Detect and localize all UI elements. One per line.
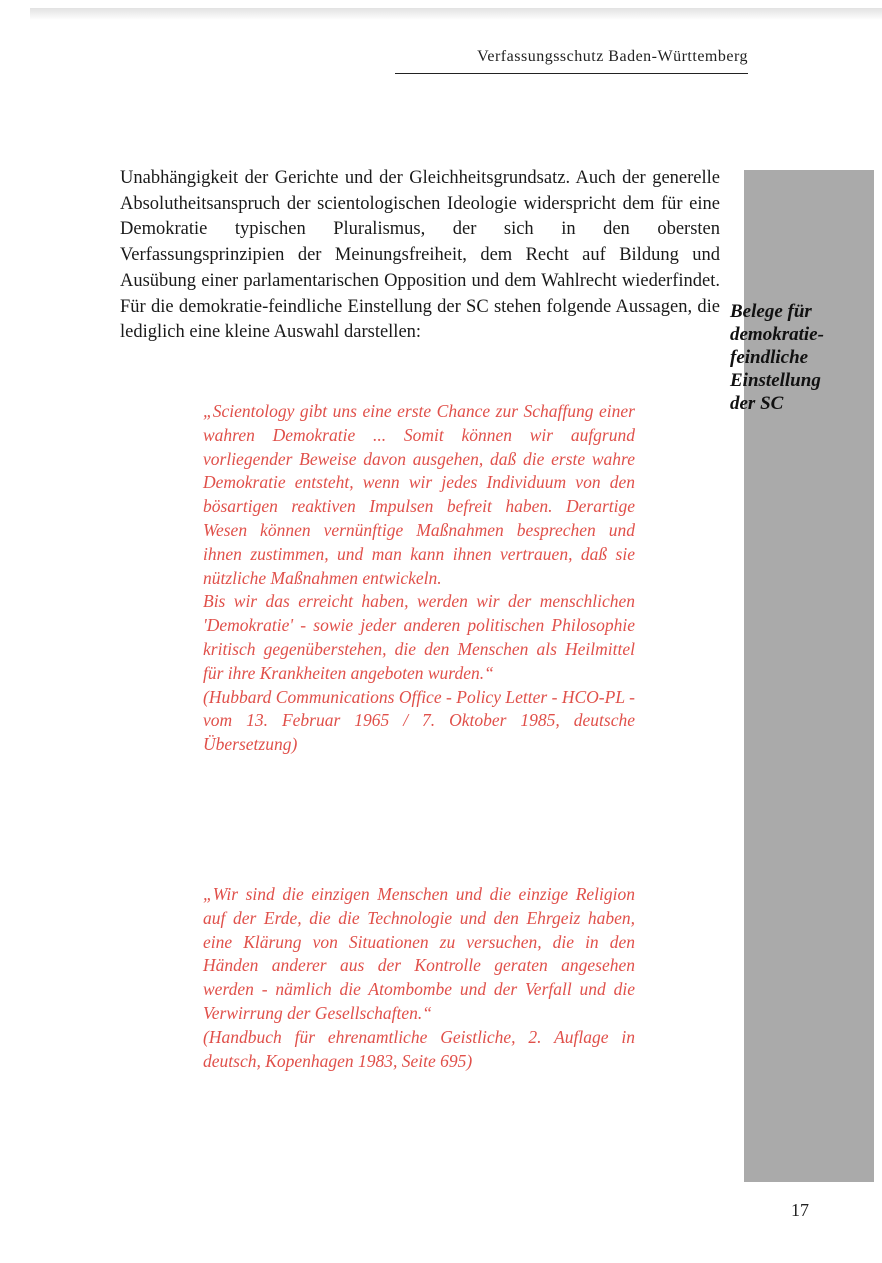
running-header: Verfassungsschutz Baden-Württemberg: [477, 48, 748, 65]
header-rule: [395, 73, 748, 74]
margin-note-line: feindliche: [730, 347, 809, 368]
margin-note-line: demokratie-: [730, 324, 824, 345]
margin-note-line: Einstellung: [730, 370, 821, 391]
margin-note-line: Belege für: [730, 301, 812, 322]
quote-paragraph: Bis wir das erreicht haben, werden wir der menschlichen 'Demokratie' - sowie jeder anderen politischen Philosophie kritisch gegenüberstehen, die den Menschen als Heilmittel für ihre Krankheiten angeboten wurden.“: [203, 591, 635, 683]
body-paragraph: Unabhängigkeit der Gerichte und der Gleichheitsgrundsatz. Auch der generelle Absolutheitsanspruch der scientologischen Ideologie widerspricht dem für eine Demokratie typischen Pluralismus, der sich in den obersten Verfassungsprinzipien der Meinungsfreiheit, dem Recht auf Bildung und Ausübung einer parlamentarischen Opposition und dem Wahlrecht wiederfindet. Für die demokratie-feindliche Einstellung der SC stehen folgende Aussagen, die lediglich eine kleine Auswahl darstellen:: [120, 168, 720, 343]
margin-note-line: der SC: [730, 393, 784, 414]
quote-source: (Hubbard Communications Office - Policy Letter - HCO-PL - vom 13. Februar 1965 / 7. Oktober 1985, deutsche Übersetzung): [203, 686, 635, 755]
quote-block-2: [203, 883, 635, 1073]
margin-note: [730, 300, 880, 415]
quote-block-1: [203, 400, 635, 757]
quote-paragraph: „Scientology gibt uns eine erste Chance zur Schaffung einer wahren Demokratie ... Somit können wir aufgrund vorliegender Beweise davon ausgehen, daß die erste wahre Demokratie entsteht, wenn wir jedes Individuum von den bösartigen reaktiven Impulsen befreit haben. Derartige Wesen können vernünftige Maßnahmen besprechen und ihnen zustimmen, und man kann ihnen vertrauen, daß sie nützliche Maßnahmen entwickeln.: [203, 401, 635, 588]
page-top-shadow: [30, 8, 882, 20]
quote-paragraph: „Wir sind die einzigen Menschen und die einzige Religion auf der Erde, die die Technologie und den Ehrgeiz haben, eine Klärung von Situationen zu versuchen, die in den Händen anderer aus der Kontrolle geraten angesehen werden - nämlich die Atombombe und der Verfall und die Verwirrung der Gesellschaften.“: [203, 884, 635, 1023]
quote-source: (Handbuch für ehrenamtliche Geistliche, 2. Auflage in deutsch, Kopenhagen 1983, Seite 695): [203, 1026, 635, 1071]
page-number: 17: [791, 1200, 809, 1220]
